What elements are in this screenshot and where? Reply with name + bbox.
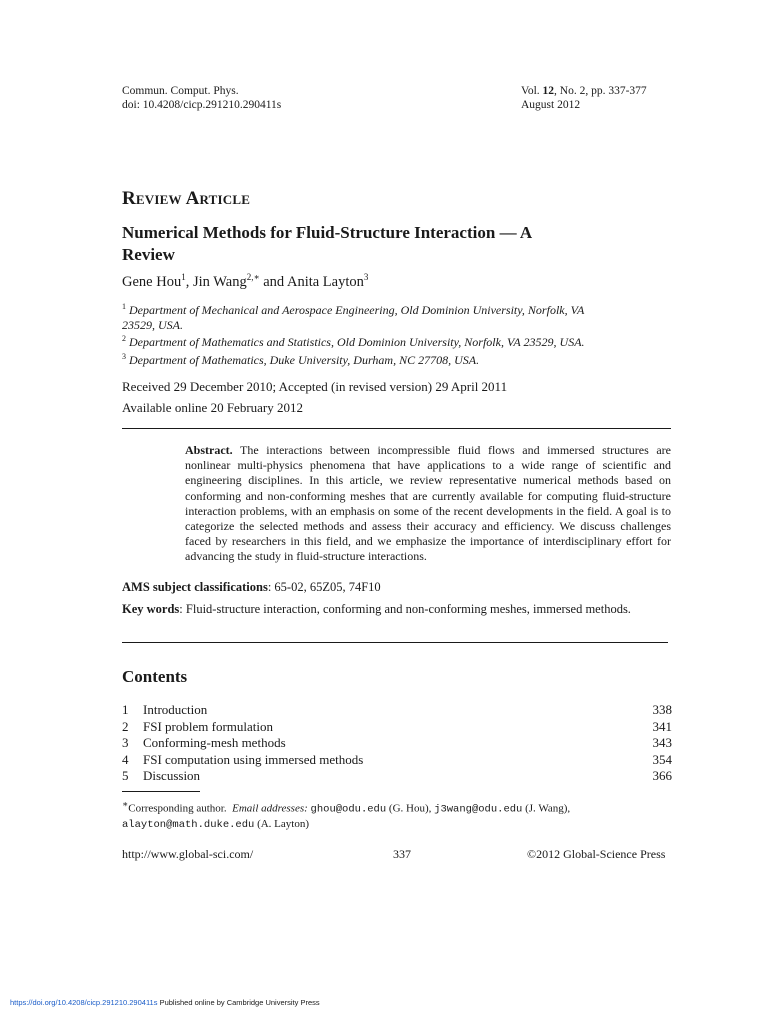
email-link[interactable]: alayton@math.duke.edu	[122, 818, 255, 831]
affiliation: $^1$ Department of Mechanical and Aerospace Engineering, Old Dominion University, Norfolk, VA 23529, USA.	[122, 302, 585, 332]
abstract-label: Abstract.	[185, 443, 233, 457]
email-link[interactable]: j3wang@odu.edu	[434, 803, 523, 816]
email-link[interactable]: ghou@odu.edu	[310, 803, 387, 816]
journal-header	[122, 84, 281, 112]
table-of-contents	[122, 702, 672, 785]
toc-item[interactable]: 4 FSI computation using immersed methods 354	[122, 751, 672, 767]
doi-banner	[10, 998, 320, 1007]
volume-info: Vol. 12, No. 2, pp. 337-377	[521, 85, 647, 97]
author: Anita Layton	[286, 273, 364, 290]
paper-title: Numerical Methods for Fluid-Structure Interaction — A Review	[122, 223, 532, 264]
contents-heading: Contents	[122, 667, 188, 686]
doi-link[interactable]: https://doi.org/10.4208/cicp.291210.290411s	[10, 998, 158, 1007]
toc-item[interactable]: 5 Discussion 366	[122, 768, 672, 783]
page-number: 337	[393, 847, 411, 861]
author-list: Gene Hou$^1$, Jin Wang$^{2,∗}$ and Anita Layton$^3$	[122, 272, 369, 290]
publisher-url[interactable]: http://www.global-sci.com/	[122, 847, 254, 861]
abstract-text: The interactions between incompressible fluid flows and immersed structures are nonlinear multi-physics phenomena that have applications to a wide range of scientific and engineering disciplines. In this article, we review representative numerical methods based on conforming and non-conforming meshes that are currently available for computing fluid-structure interaction problems, with an emphasis on some of the recent developments in the field. A goal is to categorize the selected methods and assess their accuracy and efficiency. We discuss challenges faced by researchers in this field, and we emphasize the importance of interdisciplinary effort for advancing the study in fluid-structure interactions.	[185, 443, 671, 564]
toc-item[interactable]: 3 Conforming-mesh methods 343	[122, 735, 672, 750]
issue-header	[521, 84, 647, 112]
author: Jin Wang	[192, 273, 247, 290]
toc-item[interactable]: 1 Introduction 338	[122, 702, 672, 717]
journal-name: Commun. Comput. Phys.	[122, 85, 239, 97]
abstract	[185, 443, 671, 565]
article-doi: doi: 10.4208/cicp.291210.290411s	[122, 99, 282, 111]
affiliation: $^3$ Department of Mathematics, Duke University, Durham, NC 27708, USA.	[122, 351, 480, 367]
footnote-rule	[122, 791, 200, 792]
available-date: Available online 20 February 2012	[122, 400, 303, 415]
received-date: Received 29 December 2010; Accepted (in revised version) 29 April 2011	[122, 379, 508, 394]
affiliation: $^2$ Department of Mathematics and Statistics, Old Dominion University, Norfolk, VA 23529, USA.	[122, 334, 585, 349]
corresponding-author-footnote: ∗Corresponding author. Email addresses: ghou@odu.edu (G. Hou), j3wang@odu.edu (J. Wang), alayton@math.duke.edu (A. Layton)	[122, 799, 571, 831]
affiliations	[122, 300, 592, 367]
article-type: Review Article	[122, 188, 251, 209]
ams-classification: AMS subject classifications: 65-02, 65Z05, 74F10	[122, 580, 381, 594]
divider-bottom	[122, 642, 668, 643]
author: Gene Hou	[122, 273, 182, 290]
issue-date: August 2012	[521, 99, 581, 111]
publisher-note: Published online by Cambridge University Press	[157, 998, 320, 1007]
copyright: ©2012 Global-Science Press	[527, 847, 666, 861]
toc-item[interactable]: 2 FSI problem formulation 341	[122, 718, 672, 734]
divider-top	[122, 428, 671, 429]
keywords: Key words: Fluid-structure interaction, conforming and non-conforming meshes, immersed methods.	[122, 602, 631, 616]
